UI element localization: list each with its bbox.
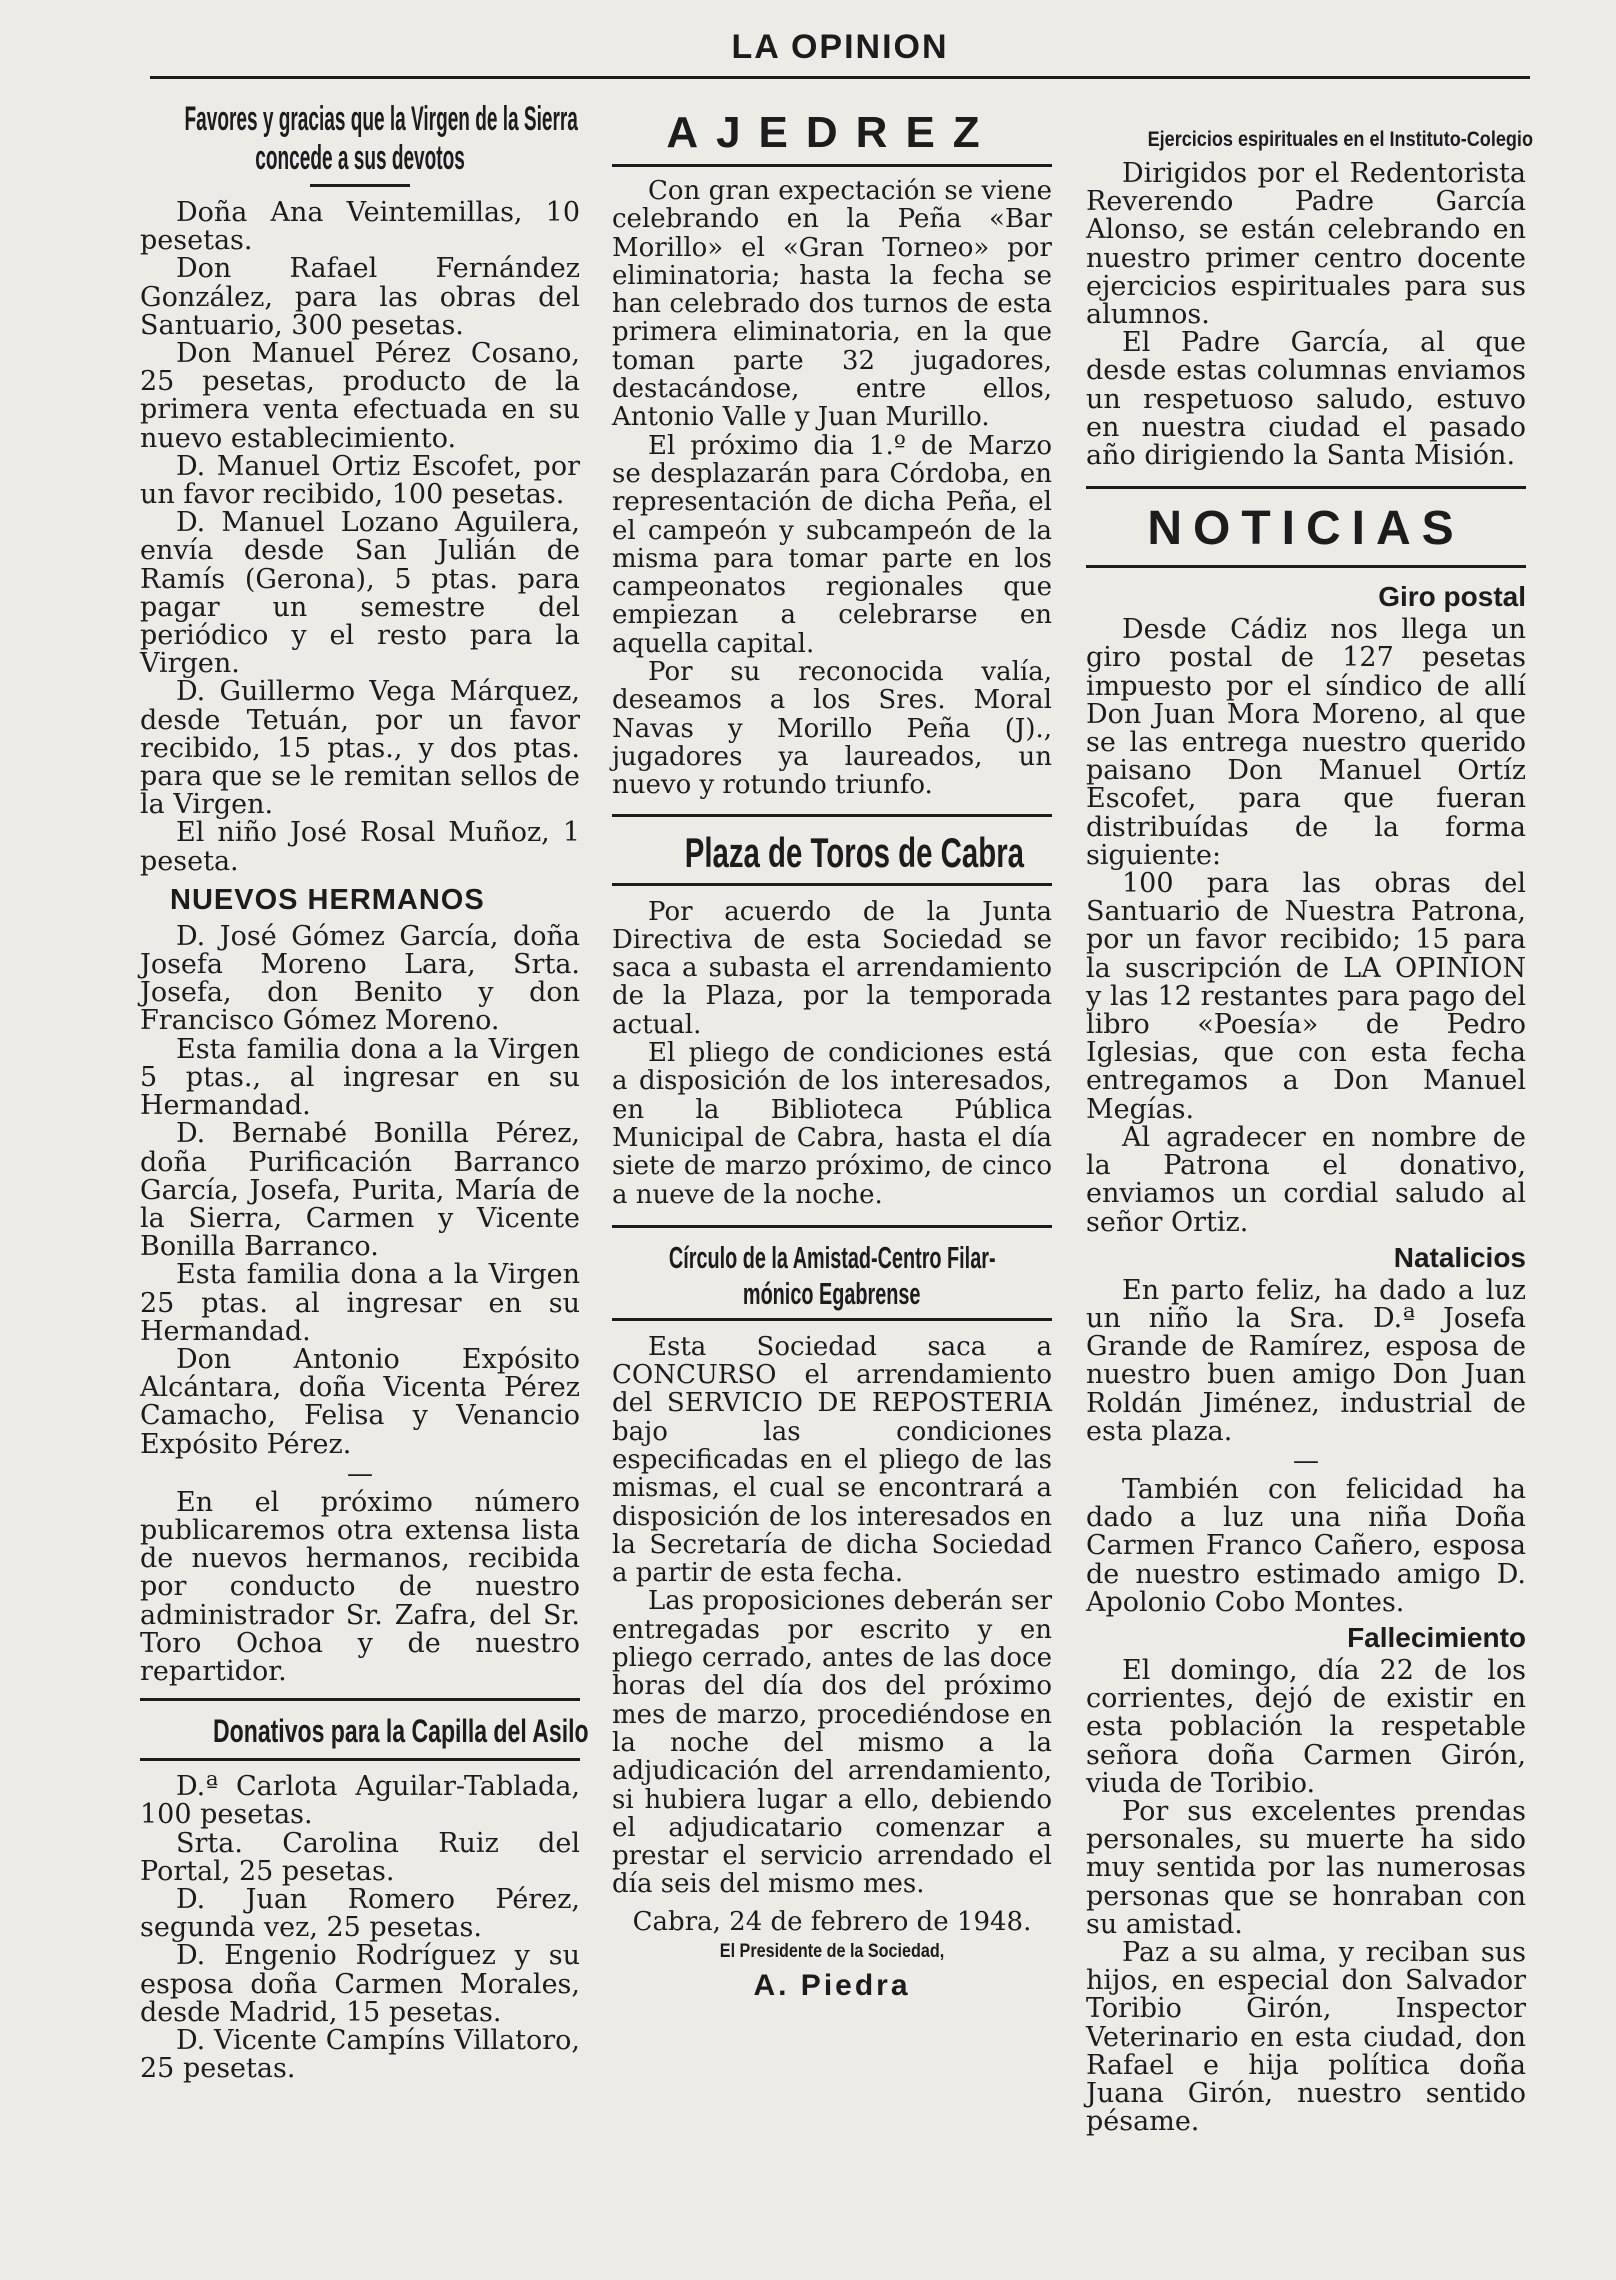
donativos-bottom-rule bbox=[140, 1758, 580, 1761]
favores-paragraph: D. Guillermo Vega Márquez, desde Tetuán, por un favor recibido, 15 ptas., y dos ptas. para que se le remitan sellos de la Virgen. bbox=[140, 676, 580, 821]
favores-paragraph: Don Rafael Fernández González, para las obras del Santuario, 300 pesetas. bbox=[140, 253, 580, 341]
giro-paragraph: 100 para las obras del Santuario de Nuestra Patrona, por un favor recibido; 15 para la suscripción de LA OPINION y las 12 restantes para pago del libro «Poesía» de Pedro Iglesias, que con esta fecha entregamos a Don Manuel Megías. bbox=[1086, 868, 1526, 1125]
natalicios-heading: Natalicios bbox=[1393, 1241, 1526, 1273]
natalicios-paragraph: También con felicidad ha dado a luz una niña Doña Carmen Franco Cañero, esposa de nuestro estimado amigo D. Apolonio Cobo Montes. bbox=[1086, 1473, 1526, 1618]
favores-title-line2: concede a sus devotos bbox=[255, 139, 465, 177]
fallecimiento-heading: Fallecimiento bbox=[1347, 1621, 1526, 1653]
donativos-title: Donativos para la Capilla del Asilo bbox=[213, 1713, 589, 1750]
masthead-title: LA OPINION bbox=[731, 28, 949, 66]
donativos-paragraph: D. Vicente Campíns Villatoro, 25 pesetas. bbox=[140, 2024, 580, 2085]
nuevos-paragraph: Don Antonio Expósito Alcántara, doña Vicenta Pérez Camacho, Felisa y Venancio Expósito Pérez. bbox=[140, 1343, 580, 1460]
column-2 bbox=[612, 100, 1052, 2003]
toros-title: Plaza de Toros de Cabra bbox=[684, 828, 1024, 876]
giro-paragraph: Al agradecer en nombre de la Patrona el donativo, enviamos un cordial saludo al señor Ortiz. bbox=[1086, 1121, 1526, 1238]
favores-title-line1: Favores y gracias que la Virgen de la Sierra bbox=[184, 100, 578, 138]
nuevos-closing: En el próximo número publicaremos otra extensa lista de nuevos hermanos, recibida por conducto de nuestro administrador Sr. Zafra, del Sr. Toro Ochoa y de nuestro repartidor. bbox=[140, 1486, 580, 1687]
circulo-signer-title: El Presidente de la Sociedad, bbox=[719, 1940, 945, 1962]
noticias-bottom-rule bbox=[1086, 565, 1526, 568]
favores-paragraph: D. Manuel Ortiz Escofet, por un favor recibido, 100 pesetas. bbox=[140, 450, 580, 511]
nuevos-hermanos-heading: NUEVOS HERMANOS bbox=[170, 883, 485, 916]
donativos-paragraph: D.ª Carlota Aguilar-Tablada, 100 pesetas. bbox=[140, 1771, 580, 1831]
ejercicios-paragraph: El Padre García, al que desde estas columnas enviamos un respetuoso saludo, estuvo en nuestra ciudad el pasado año dirigiendo la Santa Misión. bbox=[1086, 327, 1526, 472]
ajedrez-paragraph: El próximo dia 1.º de Marzo se desplazarán para Córdoba, en representación de dicha Peña, el el campeón y subcampeón de la misma para tomar parte en los campeonatos regionales que empiezan a celebrarse en aquella capital. bbox=[612, 430, 1052, 659]
circulo-title-line2: mónico Egabrense bbox=[743, 1275, 921, 1311]
ajedrez-rule bbox=[612, 164, 1052, 167]
toros-top-rule bbox=[612, 814, 1052, 817]
nuevos-paragraph: D. José Gómez García, doña Josefa Moreno Lara, Srta. Josefa, don Benito y don Francisco Gómez Moreno. bbox=[140, 920, 580, 1037]
circulo-heading bbox=[612, 1240, 1052, 1312]
favores-paragraph: Doña Ana Veintemillas, 10 pesetas. bbox=[140, 197, 580, 257]
circulo-date: Cabra, 24 de febrero de 1948. bbox=[632, 1906, 1032, 1937]
nuevos-paragraph: Esta familia dona a la Virgen 25 ptas. al ingresar en su Hermandad. bbox=[140, 1259, 580, 1347]
ajedrez-heading: AJEDREZ bbox=[666, 108, 998, 157]
fallecimiento-paragraph: Paz a su alma, y reciban sus hijos, en especial don Salvador Toribio Girón, Inspector Veterinario en esta ciudad, don Rafael e hija política doña Juana Girón, nuestro sentido pésame. bbox=[1086, 1936, 1526, 2138]
nuevos-paragraph: D. Bernabé Bonilla Pérez, doña Purificación Barranco García, Josefa, Purita, María de la Sierra, Carmen y Vicente Bonilla Barranco. bbox=[140, 1118, 580, 1263]
donativos-heading bbox=[140, 1713, 589, 1750]
ejercicios-heading: Ejercicios espirituales en el Instituto-Colegio bbox=[1147, 128, 1533, 151]
nuevos-paragraph: Esta familia dona a la Virgen 5 ptas., al ingresar en su Hermandad. bbox=[140, 1033, 580, 1122]
donativos-paragraph: D. Juan Romero Pérez, segunda vez, 25 pesetas. bbox=[140, 1883, 580, 1944]
circulo-title-line1: Círculo de la Amistad-Centro Filar- bbox=[668, 1239, 996, 1275]
natalicios-separator: — bbox=[1293, 1445, 1319, 1476]
favores-paragraph: El niño José Rosal Muñoz, 1 peseta. bbox=[140, 817, 580, 877]
favores-paragraph: Don Manuel Pérez Cosano, 25 pesetas, producto de la primera venta efectuada en su nuevo establecimiento. bbox=[140, 338, 580, 454]
ajedrez-paragraph: Por su reconocida valía, deseamos a los Sres. Moral Navas y Morillo Peña (J)., jugadores ya laureados, un nuevo y rotundo triunfo. bbox=[612, 657, 1052, 801]
toros-bottom-rule bbox=[612, 883, 1052, 886]
ajedrez-paragraph: Con gran expectación se viene celebrando en la Peña «Bar Morillo» el «Gran Torneo» por eliminatoria; hasta la fecha se han celebrado dos turnos de esta primera eliminatoria, en la que toman parte 32 jugadores, destacándose, entre ellos, Antonio Valle y Juan Murillo. bbox=[612, 176, 1052, 433]
circulo-signer-name: A. Piedra bbox=[753, 1968, 911, 2002]
giro-paragraph: Desde Cádiz nos llega un giro postal de 127 pesetas impuesto por el síndico de allí Don Juan Mora Moreno, al que se las entrega nuestro querido paisano Don Manuel Ortíz Escofet, para que fueran distribuídas de la forma siguiente: bbox=[1086, 614, 1526, 871]
donativos-paragraph: D. Engenio Rodríguez y su esposa doña Carmen Morales, desde Madrid, 15 pesetas. bbox=[140, 1940, 580, 2028]
circulo-top-rule bbox=[612, 1225, 1052, 1228]
fallecimiento-paragraph: Por sus excelentes prendas personales, su muerte ha sido muy sentida por las numerosas personas que se honraban con su amistad. bbox=[1086, 1795, 1526, 1940]
fallecimiento-paragraph: El domingo, día 22 de los corrientes, dejó de existir en esta población la respetable señora doña Carmen Girón, viuda de Toribio. bbox=[1086, 1654, 1526, 1799]
ejercicios-paragraph: Dirigidos por el Redentorista Reverendo Padre García Alonso, se están celebrando en nuestro primer centro docente ejercicios espirituales para sus alumnos. bbox=[1086, 158, 1526, 331]
donativos-top-rule bbox=[140, 1698, 580, 1701]
toros-paragraph: Por acuerdo de la Junta Directiva de esta Sociedad se saca a subasta el arrendamiento de la Plaza, por la temporada actual. bbox=[612, 896, 1052, 1040]
masthead-rule bbox=[150, 76, 1530, 79]
circulo-paragraph: Esta Sociedad saca a CONCURSO el arrendamiento del SERVICIO DE REPOSTERIA bajo las condiciones especificadas en el pliego de las mismas, el cual se encontrará a disposición de los interesados en la Secretaría de dicha Sociedad a partir de esta fecha. bbox=[612, 1331, 1052, 1589]
natalicios-paragraph: En parto feliz, ha dado a luz un niño la Sra. D.ª Josefa Grande de Ramírez, esposa de nuestro buen amigo Don Juan Roldán Jiménez, industrial de esta plaza. bbox=[1086, 1274, 1526, 1447]
favores-heading bbox=[140, 100, 580, 178]
nuevos-separator: — bbox=[347, 1458, 373, 1489]
circulo-paragraph: Las proposiciones deberán ser entregadas por escrito y en pliego cerrado, antes de las doce horas del día dos del próximo mes de marzo, procediéndose en la noche del mismo a la adjudicación del arrendamiento, si hubiera lugar a ello, debiendo el adjudicatario comenzar a prestar el servicio arrendado el día seis del mismo mes. bbox=[612, 1586, 1052, 1900]
favores-rule bbox=[310, 184, 410, 187]
giro-postal-heading: Giro postal bbox=[1378, 581, 1526, 613]
toros-paragraph: El pliego de condiciones está a disposición de los interesados, en la Biblioteca Pública Municipal de Cabra, hasta el día siete de marzo próximo, de cinco a nueve de la noche. bbox=[612, 1038, 1052, 1210]
donativos-paragraph: Srta. Carolina Ruiz del Portal, 25 pesetas. bbox=[140, 1827, 580, 1887]
column-3 bbox=[1086, 100, 1533, 2138]
column-1 bbox=[140, 100, 589, 2085]
favores-paragraph: D. Manuel Lozano Aguilera, envía desde San Julián de Ramís (Gerona), 5 ptas. para pagar un semestre del periódico y el resto para la Virgen. bbox=[140, 507, 580, 680]
circulo-bottom-rule bbox=[612, 1318, 1052, 1321]
toros-heading bbox=[612, 829, 1052, 877]
noticias-top-rule bbox=[1086, 486, 1526, 489]
noticias-heading: NOTICIAS bbox=[1147, 502, 1465, 556]
